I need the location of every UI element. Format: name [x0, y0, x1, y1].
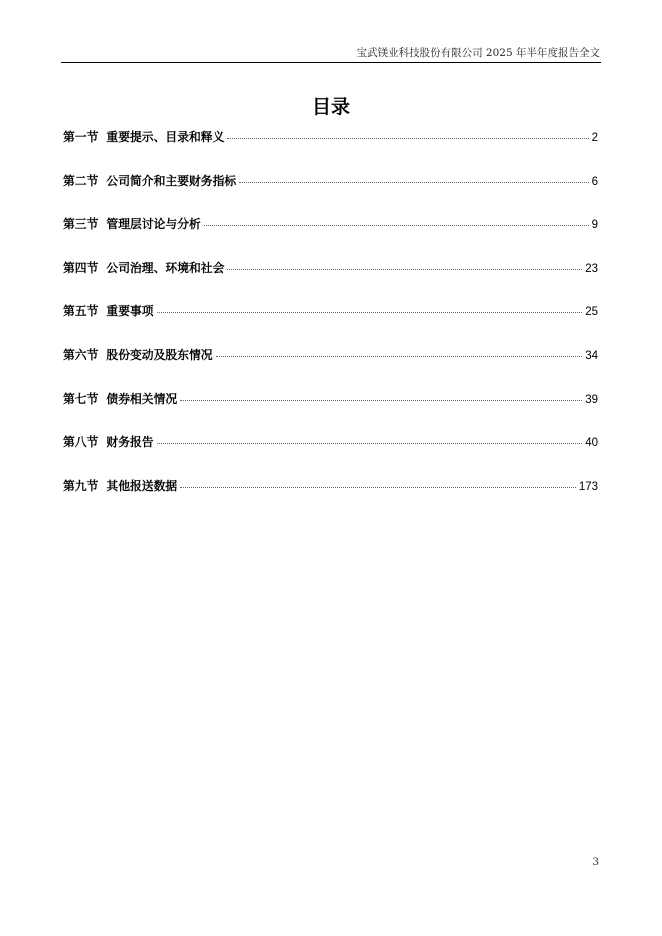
header-title: 宝武镁业科技股份有限公司 2025 年半年度报告全文 — [356, 47, 600, 59]
toc-section-label: 第八节 — [63, 435, 99, 450]
toc-section-name: 管理层讨论与分析 — [106, 217, 201, 232]
toc-section-label: 第六节 — [63, 347, 99, 362]
toc-entry[interactable] — [63, 390, 598, 434]
toc-entry[interactable] — [63, 215, 598, 259]
toc-section-label: 第四节 — [63, 260, 99, 275]
toc-entry[interactable] — [63, 128, 598, 172]
toc-page-number: 34 — [585, 349, 598, 362]
toc-page-number: 39 — [585, 393, 598, 406]
toc-page-number: 6 — [591, 175, 598, 188]
toc-entry[interactable] — [63, 477, 598, 521]
toc-section-label: 第五节 — [63, 304, 99, 319]
toc-section-name: 债券相关情况 — [106, 391, 178, 406]
toc-section-name: 重要事项 — [106, 304, 154, 319]
toc-dot-leader — [180, 487, 576, 488]
toc-section-label: 第七节 — [63, 391, 99, 406]
toc-dot-leader — [204, 225, 589, 226]
toc-page-number: 23 — [585, 262, 598, 275]
toc-section-name: 重要提示、目录和释义 — [106, 130, 225, 144]
toc-entry[interactable] — [63, 346, 598, 390]
toc-section-label: 第九节 — [63, 478, 99, 493]
toc-dot-leader — [216, 356, 583, 357]
toc-dot-leader — [157, 443, 583, 444]
toc-dot-leader — [227, 269, 582, 270]
toc-section-name: 财务报告 — [106, 435, 154, 450]
header-divider — [61, 62, 601, 63]
toc-section-label: 第二节 — [63, 173, 99, 188]
toc-page-number: 25 — [585, 306, 598, 319]
toc-entry[interactable] — [63, 433, 598, 477]
toc-list — [63, 128, 598, 520]
toc-section-name: 公司治理、环境和社会 — [106, 260, 225, 275]
toc-section-label: 第一节 — [63, 130, 99, 144]
toc-title: 目录 — [311, 96, 350, 118]
toc-dot-leader — [239, 182, 588, 183]
toc-section-name: 其他报送数据 — [106, 478, 178, 493]
toc-page-number: 9 — [591, 219, 598, 232]
toc-section-name: 股份变动及股东情况 — [106, 347, 213, 362]
page-number: 3 — [592, 856, 599, 868]
toc-page-number: 173 — [578, 480, 598, 493]
toc-entry[interactable] — [63, 259, 598, 303]
toc-section-name: 公司简介和主要财务指标 — [106, 173, 237, 188]
toc-section-label: 第三节 — [63, 217, 99, 232]
toc-dot-leader — [157, 312, 583, 313]
toc-page-number: 2 — [591, 132, 598, 144]
toc-entry[interactable] — [63, 172, 598, 216]
toc-entry[interactable] — [63, 302, 598, 346]
toc-page-number: 40 — [585, 437, 598, 450]
toc-dot-leader — [227, 138, 588, 139]
toc-dot-leader — [180, 400, 582, 401]
